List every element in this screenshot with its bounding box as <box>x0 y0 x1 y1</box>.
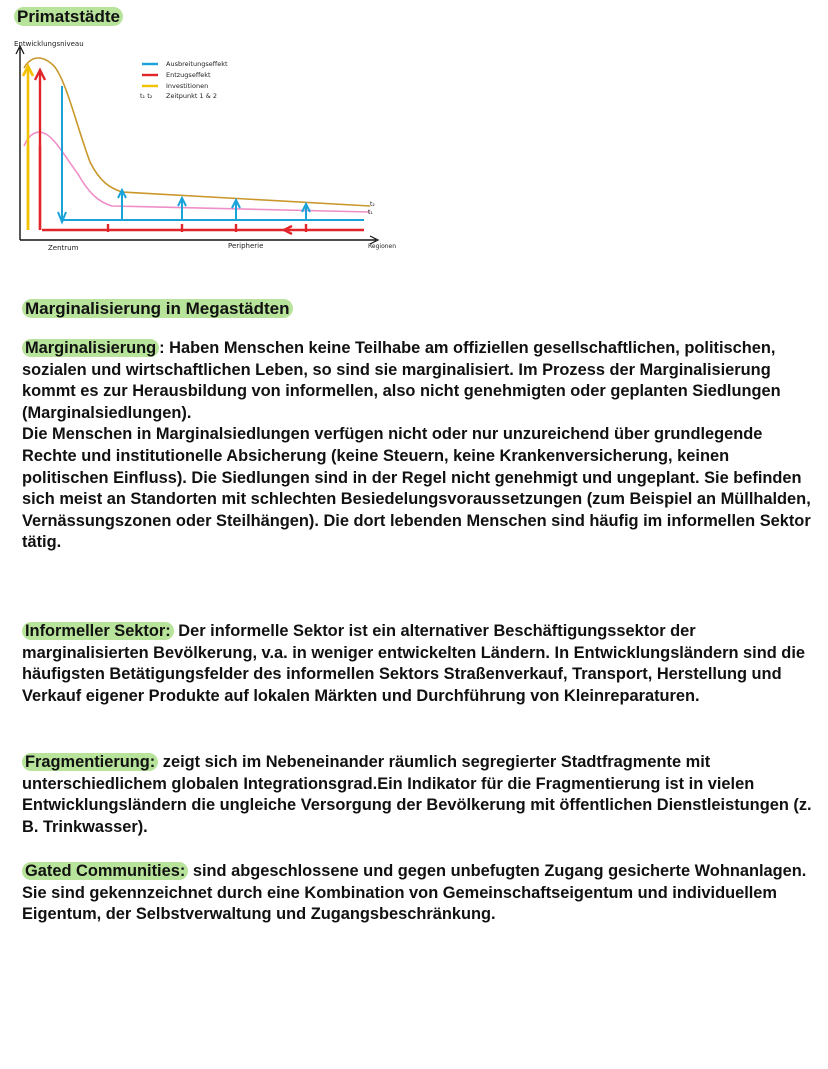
term-fragmentierung: Fragmentierung: <box>22 753 158 771</box>
legend <box>140 60 228 100</box>
legend-time-symbol: t₁ t₂ <box>140 92 153 100</box>
text-gated-communities: sind abgeschlossene und gegen unbefugten Zugang gesicherte Wohnanlagen. Sie sind gekennzeichnet durch eine Kombination von Gemeinschaftseigentum und individuellem Eigentum, der Selbstverwaltung und Zugangsbeschränkung. <box>22 862 807 924</box>
investment-arrows <box>23 66 33 230</box>
paragraph-informeller-sektor <box>22 621 812 707</box>
term-gated-communities: Gated Communities: <box>22 862 188 880</box>
legend-label-ausbreitung: Ausbreitungseffekt <box>166 60 228 68</box>
paragraph-marginalisierung <box>22 338 812 554</box>
primate-city-diagram <box>6 34 416 254</box>
text-informeller-sektor: Der informelle Sektor ist ein alternativer Beschäftigungssektor der marginalisierten Bevölkerung, v.a. in weniger entwickelten Ländern. In Entwicklungsländern sind die häufigsten Betätigungsfelder des informellen Sektors Straßenverkauf, Transport, Herstellung und Verkauf eigener Produkte auf lokalen Märkten und Durchführung von Kleinreparaturen. <box>22 622 805 705</box>
spread-arrows <box>58 86 364 222</box>
page-title-text: Primatstädte <box>14 7 123 26</box>
text-marginalisierung: : Haben Menschen keine Teilhabe am offiziellen gesellschaftlichen, politischen, sozialen und wirtschaftlichen Leben, so sind sie marginalisiert. Im Prozess der Marginalisierung kommt es zur Herausbildung von informellen, also nicht genehmigten oder geplanten Siedlungen (Marginalsiedlungen). <box>22 339 781 422</box>
text-marginalsiedlungen: Die Menschen in Marginalsiedlungen verfügen nicht oder nur unzureichend über grundlegende Rechte und institutionelle Absicherung (keine Steuern, keine Krankenversicherung, keinen politischen Einfluss). Die Siedlungen sind in der Regel nicht genehmigt und ungeplant. Sie befinden sich meist an Standorten mit schlechten Besiedelungsvoraussetzungen (zum Beispiel an Müllhalden, Vernässungszonen oder Steilhängen). Die dort lebenden Menschen sind häufig im informellen Sektor tätig. <box>22 425 811 552</box>
paragraph-gated-communities <box>22 861 812 926</box>
x-label-peripherie: Peripherie <box>228 242 264 250</box>
curve-t1-label: t₁ <box>368 209 373 216</box>
curve-t1 <box>24 132 370 212</box>
curve-t2-label: t₂ <box>370 201 375 208</box>
text-fragmentierung: zeigt sich im Nebeneinander räumlich segregierter Stadtfragmente mit unterschiedlichem globalen Integrationsgrad.Ein Indikator für die Fragmentierung ist in vielen Entwicklungsländern die ungleiche Versorgung der Bevölkerung mit öffentlichen Dienstleistungen (z. B. Trinkwasser). <box>22 753 812 836</box>
y-axis-label: Entwicklungsniveau <box>14 40 84 48</box>
section-heading <box>22 298 293 320</box>
legend-label-zeitpunkt: Zeitpunkt 1 & 2 <box>166 92 218 100</box>
x-label-zentrum: Zentrum <box>48 244 79 252</box>
x-axis-label: Regionen <box>368 243 397 250</box>
legend-label-investition: Investitionen <box>166 82 209 90</box>
page-title <box>14 6 123 28</box>
paragraph-fragmentierung <box>22 752 812 838</box>
legend-label-entzug: Entzugseffekt <box>166 71 211 79</box>
term-marginalisierung: Marginalisierung <box>22 339 159 357</box>
section-heading-text: Marginalisierung in Megastädten <box>22 299 293 318</box>
term-informeller-sektor: Informeller Sektor: <box>22 622 174 640</box>
curve-t2 <box>24 58 370 206</box>
